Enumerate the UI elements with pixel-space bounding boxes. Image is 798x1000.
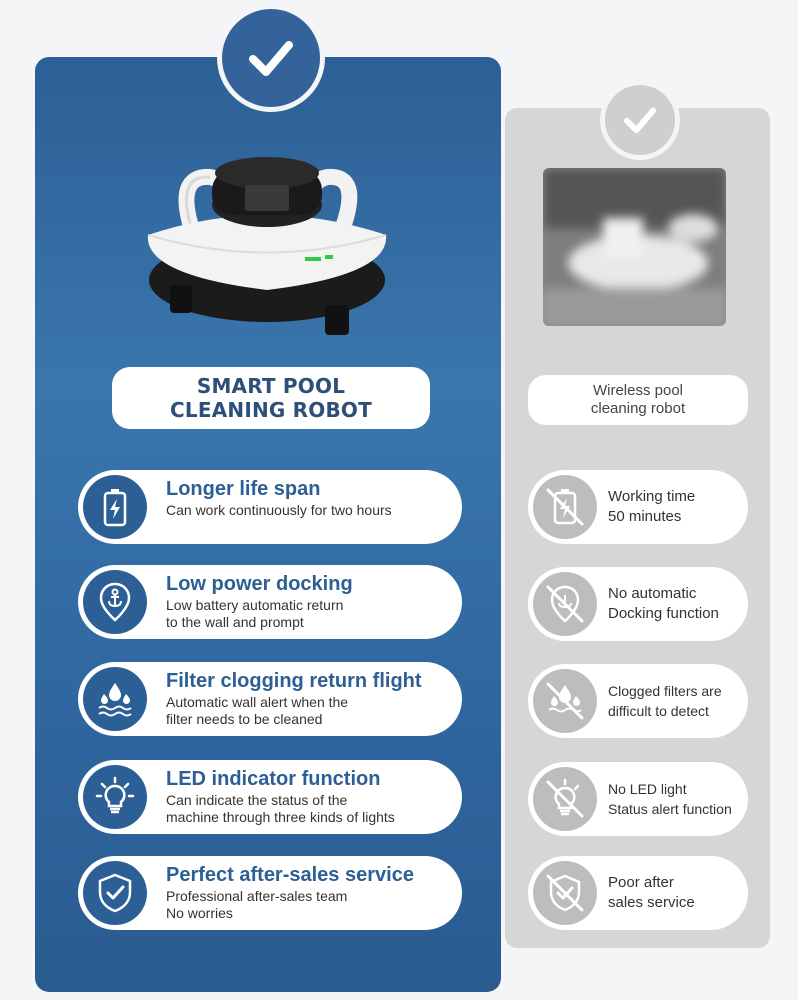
feature-desc-line-2: to the wall and prompt — [166, 614, 304, 630]
comparison-line-1: Working time — [608, 488, 696, 505]
comparison-line-1: Clogged filters are — [608, 683, 722, 699]
comparison-line-2: sales service — [608, 894, 695, 911]
check-badge-small — [600, 80, 680, 160]
feature-card-led — [78, 760, 462, 834]
feature-desc: Can work continuously for two hours — [166, 502, 392, 518]
product-title-line-2: CLEANING ROBOT — [170, 398, 372, 422]
shield-check-icon — [96, 872, 134, 914]
comparison-line-2: Docking function — [608, 605, 719, 622]
shield-crossed-icon — [543, 871, 587, 915]
feature-card-docking — [78, 565, 462, 639]
feature-heading: Filter clogging return flight — [166, 670, 422, 692]
comparison-line-2: 50 minutes — [608, 508, 682, 525]
feature-icon-circle — [83, 475, 147, 539]
comparison-card-service — [528, 856, 748, 930]
feature-desc-line-2: filter needs to be cleaned — [166, 711, 323, 727]
feature-desc-line-2: machine through three kinds of lights — [166, 809, 395, 825]
feature-heading: Perfect after-sales service — [166, 864, 414, 886]
competitor-robot-image — [543, 168, 726, 326]
battery-icon — [98, 487, 132, 527]
feature-desc-line-1: Automatic wall alert when the — [166, 694, 349, 710]
feature-icon-circle — [83, 765, 147, 829]
checkmark-icon — [621, 101, 659, 139]
comparison-icon-circle — [533, 767, 597, 831]
comparison-card-led — [528, 762, 748, 836]
comparison-icon-circle — [533, 861, 597, 925]
feature-desc-line-1: Can indicate the status of the — [166, 792, 348, 808]
comparison-card-working-time — [528, 470, 748, 544]
competitor-title-pill — [528, 375, 748, 425]
feature-desc-line-1: Professional after-sales team — [166, 888, 348, 904]
competitor-title-line-2: cleaning robot — [590, 400, 686, 417]
water-drops-crossed-icon — [543, 679, 587, 723]
location-crossed-icon — [543, 582, 587, 626]
comparison-card-filter — [528, 664, 748, 738]
comparison-icon-circle — [533, 475, 597, 539]
feature-card-life-span — [78, 470, 462, 544]
feature-desc-line-2: No worries — [166, 905, 233, 921]
light-bulb-icon — [94, 776, 136, 818]
product-title-pill — [112, 367, 430, 429]
check-badge-main — [217, 4, 325, 112]
feature-desc-line-1: Low battery automatic return — [166, 597, 344, 613]
battery-crossed-icon — [543, 485, 587, 529]
comparison-icon-circle — [533, 669, 597, 733]
robot-image — [130, 135, 405, 345]
comparison-icon-circle — [533, 572, 597, 636]
feature-icon-circle — [83, 861, 147, 925]
feature-heading: Low power docking — [166, 573, 353, 595]
checkmark-icon — [245, 32, 297, 84]
comparison-line-1: Poor after — [608, 874, 674, 891]
comparison-line-1: No automatic — [608, 585, 697, 602]
feature-heading: LED indicator function — [166, 768, 381, 790]
feature-card-filter — [78, 662, 462, 736]
comparison-line-1: No LED light — [608, 781, 687, 797]
location-anchor-icon — [97, 581, 133, 623]
light-bulb-crossed-icon — [543, 777, 587, 821]
feature-heading: Longer life span — [166, 478, 321, 500]
competitor-title-line-1: Wireless pool — [592, 382, 684, 399]
comparison-card-docking — [528, 567, 748, 641]
comparison-line-2: difficult to detect — [608, 703, 709, 719]
feature-icon-circle — [83, 667, 147, 731]
feature-icon-circle — [83, 570, 147, 634]
comparison-line-2: Status alert function — [608, 801, 732, 817]
feature-card-service — [78, 856, 462, 930]
water-drops-icon — [95, 679, 135, 719]
product-title-line-1: SMART POOL — [196, 374, 346, 398]
